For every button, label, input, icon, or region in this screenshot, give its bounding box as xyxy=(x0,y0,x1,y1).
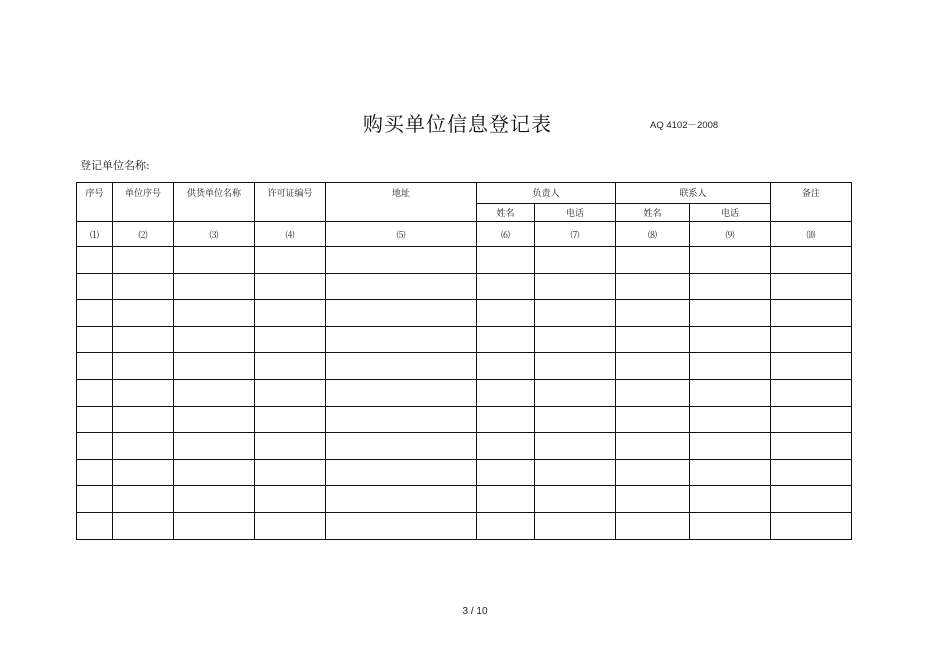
page-title: 购买单位信息登记表 xyxy=(363,112,552,136)
table-cell[interactable] xyxy=(77,273,113,300)
table-cell[interactable] xyxy=(174,326,255,353)
table-cell[interactable] xyxy=(255,326,326,353)
table-row xyxy=(77,512,852,539)
table-cell[interactable] xyxy=(771,273,852,300)
table-cell[interactable] xyxy=(616,433,690,460)
table-cell[interactable] xyxy=(326,512,477,539)
table-cell[interactable] xyxy=(771,486,852,513)
column-number: ⑷ xyxy=(255,222,326,247)
table-row xyxy=(77,433,852,460)
table-cell[interactable] xyxy=(616,326,690,353)
table-cell[interactable] xyxy=(174,300,255,327)
table-cell[interactable] xyxy=(77,406,113,433)
table-cell[interactable] xyxy=(326,247,477,274)
table-cell[interactable] xyxy=(616,406,690,433)
table-cell[interactable] xyxy=(77,512,113,539)
table-row xyxy=(77,486,852,513)
subheader-contact-name: 姓名 xyxy=(616,204,690,222)
header-contact: 联系人 xyxy=(616,183,771,204)
table-row xyxy=(77,247,852,274)
table-cell[interactable] xyxy=(174,486,255,513)
table-cell[interactable] xyxy=(535,433,616,460)
table-cell[interactable] xyxy=(535,273,616,300)
table-cell[interactable] xyxy=(174,379,255,406)
column-number: ⑻ xyxy=(616,222,690,247)
table-cell[interactable] xyxy=(326,326,477,353)
table-cell[interactable] xyxy=(535,300,616,327)
column-number: ⑽ xyxy=(771,222,852,247)
table-cell[interactable] xyxy=(690,486,771,513)
table-cell[interactable] xyxy=(690,406,771,433)
table-cell[interactable] xyxy=(113,247,174,274)
header-supplier-name: 供货单位名称 xyxy=(174,183,255,222)
table-cell[interactable] xyxy=(771,379,852,406)
table-cell[interactable] xyxy=(174,247,255,274)
table-cell[interactable] xyxy=(113,273,174,300)
table-cell[interactable] xyxy=(771,512,852,539)
column-number: ⑺ xyxy=(535,222,616,247)
table-cell[interactable] xyxy=(326,353,477,380)
unit-name-label: 登记单位名称: xyxy=(80,159,150,172)
table-cell[interactable] xyxy=(477,300,535,327)
table-cell[interactable] xyxy=(77,247,113,274)
header-row xyxy=(77,183,852,204)
table-row xyxy=(77,379,852,406)
table-cell[interactable] xyxy=(535,512,616,539)
table-cell[interactable] xyxy=(77,300,113,327)
standard-code: AQ 4102－2008 xyxy=(650,120,719,131)
table-cell[interactable] xyxy=(477,353,535,380)
table-cell[interactable] xyxy=(113,353,174,380)
table-cell[interactable] xyxy=(616,247,690,274)
table-cell[interactable] xyxy=(690,433,771,460)
table-cell[interactable] xyxy=(326,300,477,327)
table-cell[interactable] xyxy=(174,433,255,460)
table-cell[interactable] xyxy=(690,379,771,406)
table-row xyxy=(77,459,852,486)
table-cell[interactable] xyxy=(616,379,690,406)
table-cell[interactable] xyxy=(326,459,477,486)
column-number-row xyxy=(77,222,852,247)
table-cell[interactable] xyxy=(326,273,477,300)
table-cell[interactable] xyxy=(255,433,326,460)
table-cell[interactable] xyxy=(77,326,113,353)
table-cell[interactable] xyxy=(535,379,616,406)
table-cell[interactable] xyxy=(255,300,326,327)
table-cell[interactable] xyxy=(690,353,771,380)
table-cell[interactable] xyxy=(477,406,535,433)
table-cell[interactable] xyxy=(616,300,690,327)
table-cell[interactable] xyxy=(77,433,113,460)
table-cell[interactable] xyxy=(326,486,477,513)
table-cell[interactable] xyxy=(255,247,326,274)
table-cell[interactable] xyxy=(326,406,477,433)
table-cell[interactable] xyxy=(477,273,535,300)
table-cell[interactable] xyxy=(174,406,255,433)
column-number: ⑴ xyxy=(77,222,113,247)
table-cell[interactable] xyxy=(255,379,326,406)
table-cell[interactable] xyxy=(77,353,113,380)
table-cell[interactable] xyxy=(616,486,690,513)
table-cell[interactable] xyxy=(113,379,174,406)
table-cell[interactable] xyxy=(690,512,771,539)
table-cell[interactable] xyxy=(477,247,535,274)
table-cell[interactable] xyxy=(255,273,326,300)
table-cell[interactable] xyxy=(616,512,690,539)
table-row xyxy=(77,406,852,433)
table-cell[interactable] xyxy=(113,326,174,353)
table-cell[interactable] xyxy=(477,433,535,460)
table-cell[interactable] xyxy=(535,353,616,380)
header-person-in-charge: 负责人 xyxy=(477,183,616,204)
table-cell[interactable] xyxy=(255,406,326,433)
table-cell[interactable] xyxy=(174,273,255,300)
table-cell[interactable] xyxy=(174,512,255,539)
table-cell[interactable] xyxy=(77,459,113,486)
header-unit-seq: 单位序号 xyxy=(113,183,174,222)
table-body xyxy=(77,247,852,540)
table-row xyxy=(77,273,852,300)
table-cell[interactable] xyxy=(255,512,326,539)
table-cell[interactable] xyxy=(77,379,113,406)
table-cell[interactable] xyxy=(113,300,174,327)
table-cell[interactable] xyxy=(616,459,690,486)
table-cell[interactable] xyxy=(771,247,852,274)
header-remarks: 备注 xyxy=(771,183,852,222)
column-number: ⑵ xyxy=(113,222,174,247)
table-cell[interactable] xyxy=(113,486,174,513)
table-cell[interactable] xyxy=(535,459,616,486)
table-cell[interactable] xyxy=(771,433,852,460)
page-number: 3 / 10 xyxy=(462,606,488,617)
table-cell[interactable] xyxy=(113,406,174,433)
table-cell[interactable] xyxy=(616,353,690,380)
table-cell[interactable] xyxy=(535,406,616,433)
table-cell[interactable] xyxy=(113,433,174,460)
table-cell[interactable] xyxy=(690,247,771,274)
table-cell[interactable] xyxy=(326,379,477,406)
subheader-pic-name: 姓名 xyxy=(477,204,535,222)
table-cell[interactable] xyxy=(771,406,852,433)
header-seq: 序号 xyxy=(77,183,113,222)
table-cell[interactable] xyxy=(535,326,616,353)
table-cell[interactable] xyxy=(690,273,771,300)
column-number: ⑼ xyxy=(690,222,771,247)
column-number: ⑸ xyxy=(326,222,477,247)
column-number: ⑶ xyxy=(174,222,255,247)
subheader-contact-phone: 电话 xyxy=(690,204,771,222)
table-cell[interactable] xyxy=(690,326,771,353)
table-row xyxy=(77,353,852,380)
table-cell[interactable] xyxy=(616,273,690,300)
column-number: ⑹ xyxy=(477,222,535,247)
registration-table xyxy=(76,182,852,540)
table-cell[interactable] xyxy=(690,300,771,327)
table-cell[interactable] xyxy=(477,459,535,486)
table-cell[interactable] xyxy=(771,353,852,380)
table-cell[interactable] xyxy=(535,247,616,274)
table-cell[interactable] xyxy=(255,486,326,513)
table-cell[interactable] xyxy=(477,326,535,353)
table-cell[interactable] xyxy=(477,486,535,513)
table-cell[interactable] xyxy=(77,486,113,513)
table-cell[interactable] xyxy=(771,326,852,353)
table-cell[interactable] xyxy=(174,459,255,486)
table-cell[interactable] xyxy=(326,433,477,460)
table-cell[interactable] xyxy=(771,459,852,486)
subheader-pic-phone: 电话 xyxy=(535,204,616,222)
header-license-no: 许可证编号 xyxy=(255,183,326,222)
table-cell[interactable] xyxy=(477,512,535,539)
table-cell[interactable] xyxy=(113,512,174,539)
table-cell[interactable] xyxy=(174,353,255,380)
table-cell[interactable] xyxy=(535,486,616,513)
table-cell[interactable] xyxy=(771,300,852,327)
table-cell[interactable] xyxy=(690,459,771,486)
table-cell[interactable] xyxy=(477,379,535,406)
table-cell[interactable] xyxy=(113,459,174,486)
table-cell[interactable] xyxy=(255,353,326,380)
table-row xyxy=(77,300,852,327)
table-cell[interactable] xyxy=(255,459,326,486)
header-address: 地址 xyxy=(326,183,477,222)
table-row xyxy=(77,326,852,353)
